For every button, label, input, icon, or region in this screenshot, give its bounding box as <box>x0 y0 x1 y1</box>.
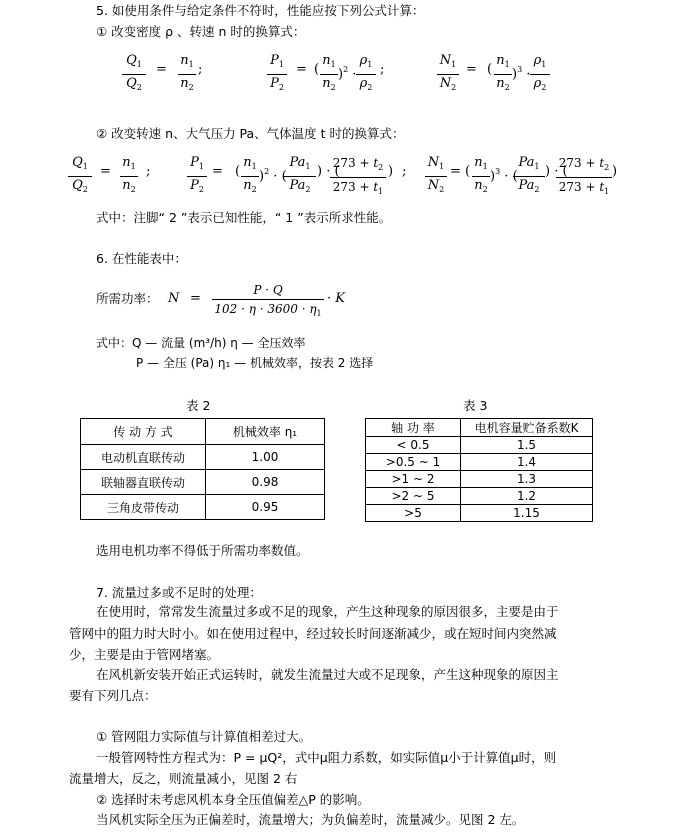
section-6-title: 6. 在性能表中： <box>96 251 187 266</box>
table-2-header: 传 动 方 式 <box>81 419 206 445</box>
table-row: >2 ~ 5 1.2 <box>366 488 593 505</box>
table-2 <box>80 418 325 520</box>
paragraph-line: 当风机实际全压为正偏差时，流量增大；为负偏差时，流量减少。见图 2 左。 <box>96 812 525 827</box>
table-row: 三角皮带传动 0.95 <box>81 495 325 520</box>
paragraph-line: 在风机新安装开始正式运转时，就发生流量过大或不足现象，产生这种现象的原因主 <box>96 667 559 682</box>
table-row: >0.5 ~ 1 1.4 <box>366 454 593 471</box>
legend-line-1: 式中：Q — 流量 (m³/h) η — 全压效率 <box>96 336 306 350</box>
case-1-heading: ① 改变密度 ρ 、转速 n 时的换算式： <box>96 24 306 39</box>
cause-1-heading: ① 管网阻力实际值与计算值相差过大。 <box>96 729 312 744</box>
power-label: 所需功率： <box>96 291 159 306</box>
table-row: < 0.5 1.5 <box>366 437 593 454</box>
table-3-header: 轴 功 率 <box>366 419 461 437</box>
section-5-title: 5. 如使用条件与给定条件不符时，性能应按下列公式计算： <box>96 3 425 18</box>
table-3-caption: 表 3 <box>463 398 488 413</box>
table-2-header: 机械效率 η₁ <box>206 419 325 445</box>
table-2-caption: 表 2 <box>186 398 211 413</box>
paragraph-line: 要有下列几点： <box>69 688 157 703</box>
paragraph-line: 管网中的阻力时大时小。如在使用过程中，经过较长时间逐渐减少，或在短时间内突然减 <box>69 626 557 641</box>
section-7-title: 7. 流量过多或不足时的处理： <box>96 585 262 600</box>
motor-note: 选用电机功率不得低于所需功率数值。 <box>96 543 309 558</box>
paragraph-line: 流量增大，反之，则流量减小，见图 2 右 <box>69 771 298 786</box>
table-row: >1 ~ 2 1.3 <box>366 471 593 488</box>
table-3-header: 电机容量贮备系数K <box>461 419 593 437</box>
legend-line-2: P — 全压 (Pa) η₁ — 机械效率，按表 2 选择 <box>136 356 374 370</box>
cause-2-heading: ② 选择时未考虑风机本身全压值偏差△P 的影响。 <box>96 792 370 807</box>
table-3 <box>365 418 593 522</box>
table-row: >5 1.15 <box>366 505 593 522</box>
paragraph-line: 在使用时，常常发生流量过多或不足的现象，产生这种现象的原因很多，主要是由于 <box>96 604 559 619</box>
footnote-text: 式中：注脚“ 2 ”表示已知性能，“ 1 ”表示所求性能。 <box>96 210 392 225</box>
case-2-heading: ② 改变转速 n、大气压力 Pa、气体温度 t 时的换算式： <box>96 126 405 141</box>
paragraph-line: 一般管网特性方程式为：P = μQ²，式中μ阻力系数，如实际值μ小于计算值μ时，则 <box>96 750 557 765</box>
paragraph-line: 少，主要是由于管网堵塞。 <box>69 647 220 662</box>
table-row: 联轴器直联传动 0.98 <box>81 470 325 495</box>
table-row: 电动机直联传动 1.00 <box>81 445 325 470</box>
